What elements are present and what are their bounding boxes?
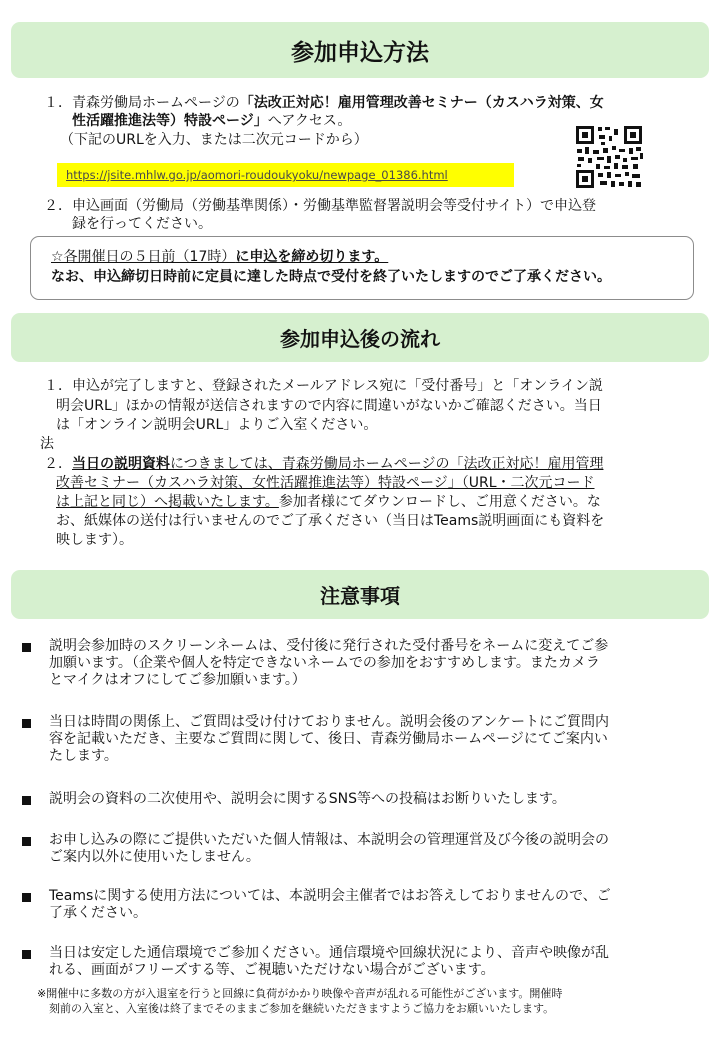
- square-bullet-icon: [22, 893, 31, 902]
- deadline-notice-line-2: なお、申込締切日時前に定員に達した時点で受付を終了いたしますのでご了承ください。: [51, 269, 611, 285]
- item-number: １．: [44, 95, 72, 111]
- section-title-after-application: 参加申込後の流れ: [11, 313, 709, 362]
- flow-step-1-line-1: 申込が完了しますと、登録されたメールアドレス宛に「受付番号」と「オンライン説: [72, 378, 603, 394]
- deadline-notice-box: [30, 236, 694, 300]
- square-bullet-icon: [22, 796, 31, 805]
- application-step-1-line-2: 性活躍推進法等）特設ページ」へアクセス。: [72, 113, 352, 129]
- precaution-2: 当日は時間の関係上、ご質問は受け付けておりません。説明会後のアンケートにご質問内 容を記載いただき、主要なご質問に関して、後日、青森労働局ホームページにてご案内い たします。: [49, 714, 609, 764]
- precaution-1: 説明会参加時のスクリーンネームは、受付後に発行された受付番号をネームに変えてご参 加願います。（企業や個人を特定できないネームでの参加をおすすめします。またカメラ とマイクはオフにしてご参加願います。）: [49, 638, 609, 688]
- item-number: ２．: [44, 198, 72, 214]
- application-step-1-note: （下記のURLを入力、または二次元コードから）: [60, 132, 368, 148]
- flow-step-2-line-2: 改善セミナー（カスハラ対策、女性活躍推進法等）特設ページ」（URL・二次元コード: [56, 475, 595, 491]
- stray-character: 法: [40, 436, 54, 452]
- item-number: １．: [44, 378, 72, 394]
- footnote: ※開催中に多数の方が入退室を行うと回線に負荷がかかり映像や音声が乱れる可能性がございます。開催時 刻前の入室と、入室後は終了までそのままご参加を継続いただきますようご協力をお願いいたします。: [37, 987, 563, 1015]
- square-bullet-icon: [22, 950, 31, 959]
- precaution-6: 当日は安定した通信環境でご参加ください。通信環境や回線状況により、音声や映像が乱 れる、画面がフリーズする等、ご視聴いただけない場合がございます。: [49, 945, 609, 978]
- flow-step-2-line-5: 映します）。: [56, 532, 133, 548]
- item-number: ２．: [44, 456, 72, 472]
- flow-step-2-line-1: 当日の説明資料につきましては、青森労働局ホームページの「法改正対応！雇用管理: [72, 456, 604, 472]
- section-title-precautions: 注意事項: [11, 570, 709, 619]
- section-title-application-method: 参加申込方法: [11, 22, 709, 78]
- precaution-3: 説明会の資料の二次使用や、説明会に関するSNS等への投稿はお断りいたします。: [49, 791, 566, 807]
- square-bullet-icon: [22, 719, 31, 728]
- precaution-5: Teamsに関する使用方法については、本説明会主催者ではお答えしておりませんので、ご 了承ください。: [49, 888, 611, 921]
- flow-step-1-line-3: は「オンライン説明会URL」よりご入室ください。: [56, 417, 378, 433]
- flow-step-2-line-4: お、紙媒体の送付は行いませんのでご了承ください（当日はTeams説明画面にも資料を: [56, 513, 605, 529]
- square-bullet-icon: [22, 837, 31, 846]
- application-step-2-line-1: 申込画面（労働局（労働基準関係）・労働基準監督署説明会等受付サイト）で申込登: [72, 198, 597, 214]
- qr-code-icon: [574, 124, 644, 190]
- precaution-4: お申し込みの際にご提供いただいた個人情報は、本説明会の管理運営及び今後の説明会の ご案内以外に使用いたしません。: [49, 832, 609, 865]
- application-step-1-line-1: 青森労働局ホームページの「法改正対応！雇用管理改善セミナー（カスハラ対策、女: [72, 95, 604, 111]
- deadline-notice-line-1: ☆各開催日の５日前（17時）に申込を締め切ります。: [51, 249, 389, 265]
- application-step-2-line-2: 録を行ってください。: [72, 216, 212, 232]
- registration-url-link[interactable]: https://jsite.mhlw.go.jp/aomori-roudoukyoku/newpage_01386.html: [57, 163, 514, 187]
- flow-step-1-line-2: 明会URL」ほかの情報が送信されますので内容に間違いがないかご確認ください。当日: [56, 398, 602, 414]
- flow-step-2-line-3: は上記と同じ）へ掲載いたします。参加者様にてダウンロードし、ご用意ください。な: [56, 494, 601, 510]
- square-bullet-icon: [22, 643, 31, 652]
